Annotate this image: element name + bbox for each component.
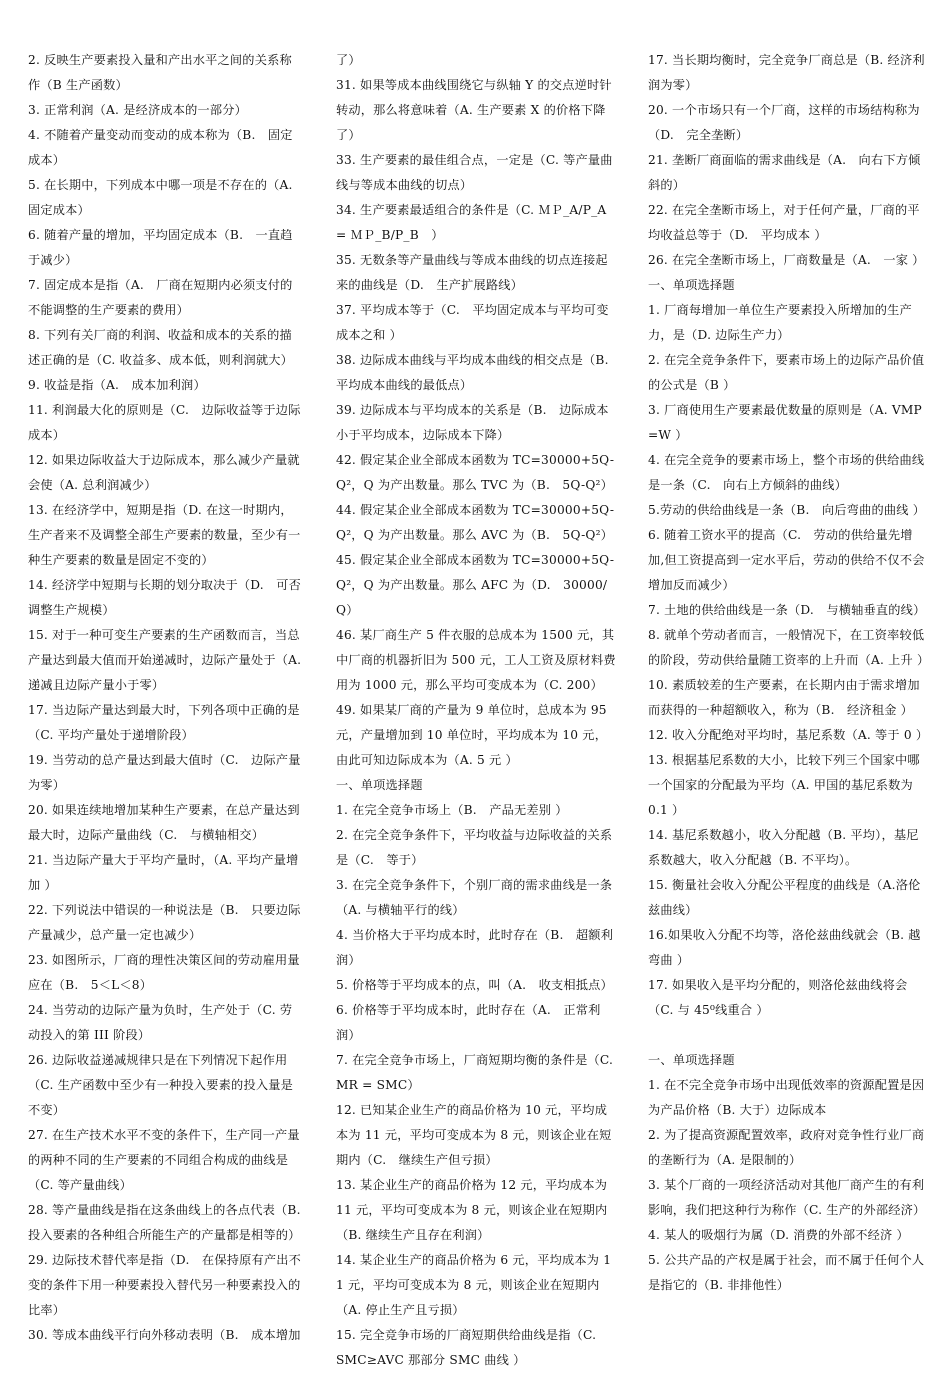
question-item: 19. 当劳动的总产量达到最大值时（C. 边际产量为零） xyxy=(28,753,301,792)
question-item: 1. 厂商每增加一单位生产要素投入所增加的生产力，是（D. 边际生产力） xyxy=(648,303,912,342)
question-item: 12. 已知某企业生产的商品价格为 10 元，平均成本为 11 元，平均可变成本为 8 元，则该企业在短期内（C. 继续生产但亏损） xyxy=(336,1103,612,1167)
question-item: 33. 生产要素的最佳组合点，一定是（C. 等产量曲线与等成本曲线的切点） xyxy=(336,153,613,192)
question-item: 2. 为了提高资源配置效率，政府对竞争性行业厂商的垄断行为（A. 是限制的） xyxy=(648,1128,925,1167)
question-item: 37. 平均成本等于（C. 平均固定成本与平均可变成本之和 ） xyxy=(336,303,609,342)
question-item: 13. 根据基尼系数的大小，比较下列三个国家中哪一个国家的分配最为平均（A. 甲国的基尼系数为 0.1 ） xyxy=(648,753,920,817)
question-item: 20. 如果连续地增加某种生产要素，在总产量达到最大时，边际产量曲线（C. 与横轴相交） xyxy=(28,803,300,842)
question-item: 23. 如图所示，厂商的理性决策区间的劳动雇用量应在（B. 5＜L＜8） xyxy=(28,953,300,992)
question-item: 17. 当长期均衡时，完全竞争厂商总是（B. 经济利润为零） xyxy=(648,53,925,92)
question-item: 2. 在完全竞争条件下，要素市场上的边际产品价值的公式是（B ） xyxy=(648,353,925,392)
question-item: 6. 随着产量的增加，平均固定成本（B. 一直趋于减少） xyxy=(28,228,293,267)
question-item: 14. 经济学中短期与长期的划分取决于（D. 可否调整生产规模） xyxy=(28,578,302,617)
question-item: 39. 边际成本与平均成本的关系是（B. 边际成本小于平均成本，边际成本下降） xyxy=(336,403,609,442)
question-item: 6. 随着工资水平的提高（C. 劳动的供给量先增加,但工资提高到一定水平后，劳动的供给不仅不会增加反而减少） xyxy=(648,528,925,592)
question-item: 7. 在完全竞争市场上，厂商短期均衡的条件是（C. MR = SMC） xyxy=(336,1053,614,1092)
question-item: 1. 在完全竞争市场上（B. 产品无差别 ） xyxy=(336,803,568,817)
question-item: 1. 在不完全竞争市场中出现低效率的资源配置是因为产品价格（B. 大于）边际成本 xyxy=(648,1078,925,1117)
question-item: 24. 当劳动的边际产量为负时，生产处于（C. 劳动投入的第 III 阶段） xyxy=(28,1003,293,1042)
question-item: 20. 一个市场只有一个厂商，这样的市场结构称为（D. 完全垄断） xyxy=(648,103,920,142)
question-item: 3. 正常利润（A. 是经济成本的一部分） xyxy=(28,103,248,117)
question-item: 30. 等成本曲线平行向外移动表明（B. 成本增加 xyxy=(28,1328,301,1342)
question-item: 31. 如果等成本曲线围绕它与纵轴 Y 的交点逆时针转动，那么将意味着（A. 生产要素 X 的价格下降了） xyxy=(336,78,612,142)
question-item: 22. 下列说法中错误的一种说法是（B. 只要边际产量减少，总产量一定也减少） xyxy=(28,903,301,942)
question-item: 16.如果收入分配不均等，洛伦兹曲线就会（B. 越弯曲 ） xyxy=(648,928,921,967)
question-item: 15. 完全竞争市场的厂商短期供给曲线是指（C. SMC≥AVC 那部分 SMC 曲线 ） xyxy=(336,1328,609,1367)
question-item: 26. 边际收益递减规律只是在下列情况下起作用（C. 生产函数中至少有一种投入要素的投入量是不变） xyxy=(28,1053,293,1117)
question-item: 17. 如果收入是平均分配的，则洛伦兹曲线将会（C. 与 45⁰线重合 ） xyxy=(648,978,908,1017)
question-item: 35. 无数条等产量曲线与等成本曲线的切点连接起来的曲线是（D. 生产扩展路线） xyxy=(336,253,608,292)
column-left xyxy=(28,48,304,1348)
question-item: 12. 如果边际收益大于边际成本，那么减少产量就会使（A. 总利润减少） xyxy=(28,453,300,492)
question-item: 5. 价格等于平均成本的点，叫（A. 收支相抵点） xyxy=(336,978,613,992)
question-item: 49. 如果某厂商的产量为 9 单位时，总成本为 95 元，产量增加到 10 单位时，平均成本为 10 元，由此可知边际成本为（A. 5 元 ） xyxy=(336,703,608,767)
question-item: 2. 反映生产要素投入量和产出水平之间的关系称作（B 生产函数） xyxy=(28,53,292,92)
question-item: 34. 生产要素最适组合的条件是（C. ＭＰ_A/P_A = ＭＰ_B/P_B ） xyxy=(336,203,607,242)
question-item: 22. 在完全垄断市场上，对于任何产量，厂商的平均收益总等于（D. 平均成本 ） xyxy=(648,203,920,242)
question-item: 44. 假定某企业全部成本函数为 TC=30000+5Q-Q²，Q 为产出数量。那么 AVC 为（B. 5Q-Q²） xyxy=(336,503,615,542)
question-item: 15. 对于一种可变生产要素的生产函数而言，当总产量达到最大值而开始递减时，边际产量处于（A. 递减且边际产量小于零） xyxy=(28,628,302,692)
question-item: 26. 在完全垄断市场上，厂商数量是（A. 一家 ） xyxy=(648,253,925,267)
question-item: 27. 在生产技术水平不变的条件下，生产同一产量的两种不同的生产要素的不同组合构成的曲线是（C. 等产量曲线） xyxy=(28,1128,300,1192)
question-item: 5. 在长期中，下列成本中哪一项是不存在的（A. 固定成本） xyxy=(28,178,293,217)
question-item: 21. 当边际产量大于平均产量时，（A. 平均产量增加 ） xyxy=(28,853,299,892)
question-item: 45. 假定某企业全部成本函数为 TC=30000+5Q-Q²，Q 为产出数量。那么 AFC 为（D. 30000/Q） xyxy=(336,553,615,617)
question-item: 5. 公共产品的产权是属于社会，而不属于任何个人是指它的（B. 非排他性） xyxy=(648,1253,925,1292)
question-item: 15. 衡量社会收入分配公平程度的曲线是（A.洛伦兹曲线） xyxy=(648,878,921,917)
question-item: 3. 厂商使用生产要素最优数量的原则是（A. VMP=W ） xyxy=(648,403,922,442)
question-item: 4. 在完全竞争的要素市场上，整个市场的供给曲线是一条（C. 向右上方倾斜的曲线） xyxy=(648,453,925,492)
question-item: 3. 在完全竞争条件下，个别厂商的需求曲线是一条（A. 与横轴平行的线） xyxy=(336,878,613,917)
question-item: 14. 基尼系数越小，收入分配越（B. 平均），基尼系数越大，收入分配越（B. 不平均）。 xyxy=(648,828,919,867)
question-item: 8. 下列有关厂商的利润、收益和成本的关系的描述正确的是（C. 收益多、成本低，则利润就大） xyxy=(28,328,293,367)
question-item: 4. 当价格大于平均成本时，此时存在（B. 超额利润） xyxy=(336,928,614,967)
question-item: 12. 收入分配绝对平均时，基尼系数（A. 等于 0 ） xyxy=(648,728,929,742)
question-item: 9. 收益是指（A. 成本加利润） xyxy=(28,378,206,392)
question-item: 14. 某企业生产的商品价格为 6 元，平均成本为 11 元，平均可变成本为 8 元，则该企业在短期内（A. 停止生产且亏损） xyxy=(336,1253,612,1317)
question-item: 38. 边际成本曲线与平均成本曲线的相交点是（B. 平均成本曲线的最低点） xyxy=(336,353,609,392)
question-item: 6. 价格等于平均成本时，此时存在（A. 正常利润） xyxy=(336,1003,601,1042)
column-middle xyxy=(336,48,616,1373)
question-item: 5.劳动的供给曲线是一条（B. 向后弯曲的曲线 ） xyxy=(648,503,926,517)
question-item: 4. 某人的吸烟行为属（D. 消费的外部不经济 ） xyxy=(648,1228,909,1242)
question-item: 13. 某企业生产的商品价格为 12 元，平均成本为 11 元，平均可变成本为 8 元，则该企业在短期内（B. 继续生产且存在利润） xyxy=(336,1178,608,1242)
question-item: 8. 就单个劳动者而言，一般情况下，在工资率较低的阶段，劳动供给量随工资率的上升而（A. 上升 ） xyxy=(648,628,930,667)
question-item: 7. 土地的供给曲线是一条（D. 与横轴垂直的线） xyxy=(648,603,926,617)
question-item: 11. 利润最大化的原则是（C. 边际收益等于边际成本） xyxy=(28,403,301,442)
question-item: 28. 等产量曲线是指在这条曲线上的各点代表（B. 投入要素的各种组合所能生产的产量都是相等的） xyxy=(28,1203,301,1242)
question-item: 46. 某厂商生产 5 件衣服的总成本为 1500 元，其中厂商的机器折旧为 500 元，工人工资及原材料费用为 1000 元，那么平均可变成本为（C. 200） xyxy=(336,628,616,692)
question-item: 42. 假定某企业全部成本函数为 TC=30000+5Q-Q²，Q 为产出数量。那么 TVC 为（B. 5Q-Q²） xyxy=(336,453,615,492)
section-heading: 一、单项选择题 xyxy=(336,778,423,792)
question-item: 了） xyxy=(336,53,361,67)
question-item: 13. 在经济学中，短期是指（D. 在这一时期内，生产者来不及调整全部生产要素的数量，至少有一种生产要素的数量是固定不变的） xyxy=(28,503,301,567)
section-heading: 一、单项选择题 xyxy=(648,278,735,292)
question-item: 29. 边际技术替代率是指（D. 在保持原有产出不变的条件下用一种要素投入替代另一种要素投入的比率） xyxy=(28,1253,302,1317)
question-item: 4. 不随着产量变动而变动的成本称为（B. 固定成本） xyxy=(28,128,293,167)
column-right xyxy=(648,48,930,1298)
question-item: 21. 垄断厂商面临的需求曲线是（A. 向右下方倾斜的） xyxy=(648,153,921,192)
question-item: 3. 某个厂商的一项经济活动对其他厂商产生的有利影响，我们把这种行为称作（C. 生产的外部经济） xyxy=(648,1178,926,1217)
question-item: 2. 在完全竞争条件下，平均收益与边际收益的关系是（C. 等于） xyxy=(336,828,613,867)
question-item: 7. 固定成本是指（A. 厂商在短期内必须支付的不能调整的生产要素的费用） xyxy=(28,278,293,317)
section-heading: 一、单项选择题 xyxy=(648,1053,735,1067)
question-item: 17. 当边际产量达到最大时，下列各项中正确的是（C. 平均产量处于递增阶段） xyxy=(28,703,300,742)
question-item: 10. 素质较差的生产要素，在长期内由于需求增加而获得的一种超额收入，称为（B. 经济租金 ） xyxy=(648,678,920,717)
